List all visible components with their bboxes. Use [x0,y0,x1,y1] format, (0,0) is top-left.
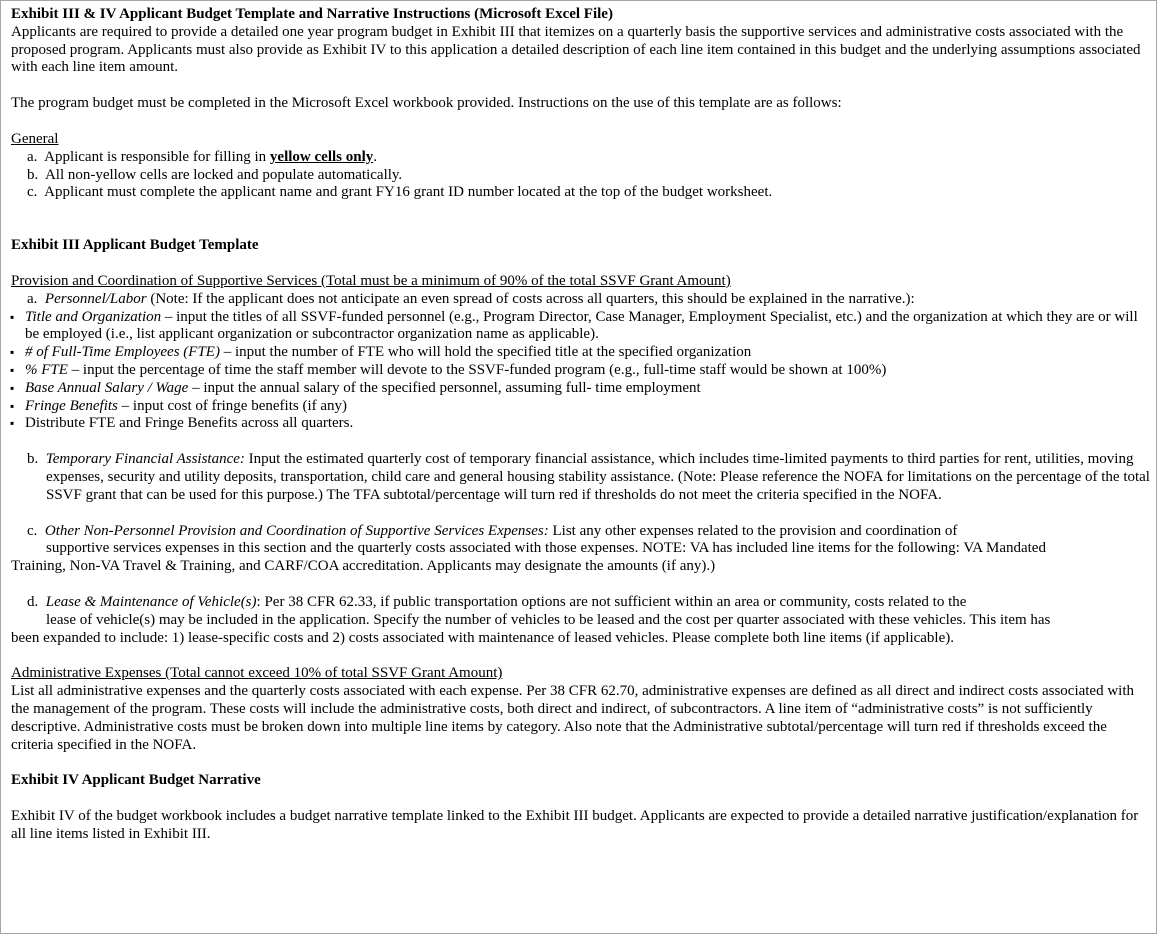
item-d-vehicle-lease: d. Lease & Maintenance of Vehicle(s): Per 38 CFR 62.33, if public transportation options are not sufficient within an area or community, costs related to the lease of vehicle(s) may be included in the application. Specify the number of vehicles to be leased and the cost per quarter associated with these vehicles. This item has been expanded to include: 1) lease-specific costs and 2) costs associated with maintenance of leased vehicles. Please complete both line items (if applicable). [11,593,1051,646]
excel-note: The program budget must be completed in the Microsoft Excel workbook provided. Instructions on the use of this template are as follows: [11,95,842,112]
yellow-cells-emphasis: yellow cells only [269,148,374,165]
list-item: ▪ Fringe Benefits – input cost of fringe benefits (if any) [11,398,1151,416]
general-item-c: c. Applicant must complete the applicant name and grant FY16 grant ID number located at the top of the budget worksheet. [27,184,773,201]
list-item: ▪ Title and Organization – input the titles of all SSVF-funded personnel (e.g., Program Director, Case Manager, Employment Specialist, etc.) and the organization at which they are or will be employed (i.e., list applicant organization or subcontractor organization name as applicable). [11,309,1151,345]
list-item: ▪ Distribute FTE and Fringe Benefits across all quarters. [11,415,1151,433]
item-c-other-expenses: c. Other Non-Personnel Provision and Coordination of Supportive Services Expenses: List any other expenses related to the provision and coordination of supportive services expenses in this section and the quarterly costs associated with those expenses. NOTE: VA has included line items for the following: VA Mandated Training, Non-VA Travel & Training, and CARF/COA accreditation. Applicants may designate the amounts (if any).) [11,522,1046,575]
document-content [11,6,1151,844]
general-item-a: a. Applicant is responsible for filling in yellow cells only. [27,148,377,165]
list-item: ▪ % FTE – input the percentage of time the staff member will devote to the SSVF-funded program (e.g., full-time staff would be shown at 100%) [11,362,1151,380]
list-item: ▪ # of Full-Time Employees (FTE) – input the number of FTE who will hold the specified title at the specified organization [11,344,1151,362]
exhibit-iv-heading: Exhibit IV Applicant Budget Narrative [11,772,261,789]
item-a-personnel: a. Personnel/Labor (Note: If the applicant does not anticipate an even spread of costs across all quarters, this should be explained in the narrative.): [27,290,915,307]
personnel-bullet-list [11,309,1151,434]
provision-heading: Provision and Coordination of Supportive Services (Total must be a minimum of 90% of the total SSVF Grant Amount) [11,272,731,289]
admin-heading: Administrative Expenses (Total cannot exceed 10% of total SSVF Grant Amount) [11,665,503,682]
general-heading: General [11,130,59,147]
list-item: ▪ Base Annual Salary / Wage – input the annual salary of the specified personnel, assuming full- time employment [11,380,1151,398]
exhibit-iii-heading: Exhibit III Applicant Budget Template [11,237,259,254]
item-b-tfa: b. Temporary Financial Assistance: Input the estimated quarterly cost of temporary financial assistance, which includes time-limited payments to third parties for rent, utilities, moving expenses, security and utility deposits, transportation, child care and general housing stability assistance. (Note: Please reference the NOFA for limitations on the percentage of the total SSVF grant that can be used for this purpose.) The TFA subtotal/percentage will turn red if thresholds do not meet the criteria specified in the NOFA. [27,451,1150,503]
exhibit-iv-paragraph: Exhibit IV of the budget workbook includes a budget narrative template linked to the Exhibit III budget. Applicants are expected to provide a detailed narrative justification/explanation for all line items listed in Exhibit III. [11,808,1139,842]
admin-paragraph: List all administrative expenses and the quarterly costs associated with each expense. Per 38 CFR 62.70, administrative expenses are defined as all direct and indirect costs associated with the management of the program. These costs will include the administrative costs, both direct and indirect, of subcontractors. A line item of “administrative costs” is not sufficiently descriptive. Administrative costs must be broken down into multiple line items by category. Also note that the Administrative subtotal/percentage will turn red if thresholds exceed the criteria specified in the NOFA. [11,683,1135,753]
intro-paragraph: Applicants are required to provide a detailed one year program budget in Exhibit III that itemizes on a quarterly basis the supportive services and administrative costs associated with the proposed program. Applicants must also provide as Exhibit IV to this application a detailed description of each line item contained in this budget and the underlying assumptions associated with each line item amount. [11,23,1141,76]
general-item-b: b. All non-yellow cells are locked and populate automatically. [27,166,403,183]
document-title: Exhibit III & IV Applicant Budget Template and Narrative Instructions (Microsoft Excel File) [11,6,613,22]
